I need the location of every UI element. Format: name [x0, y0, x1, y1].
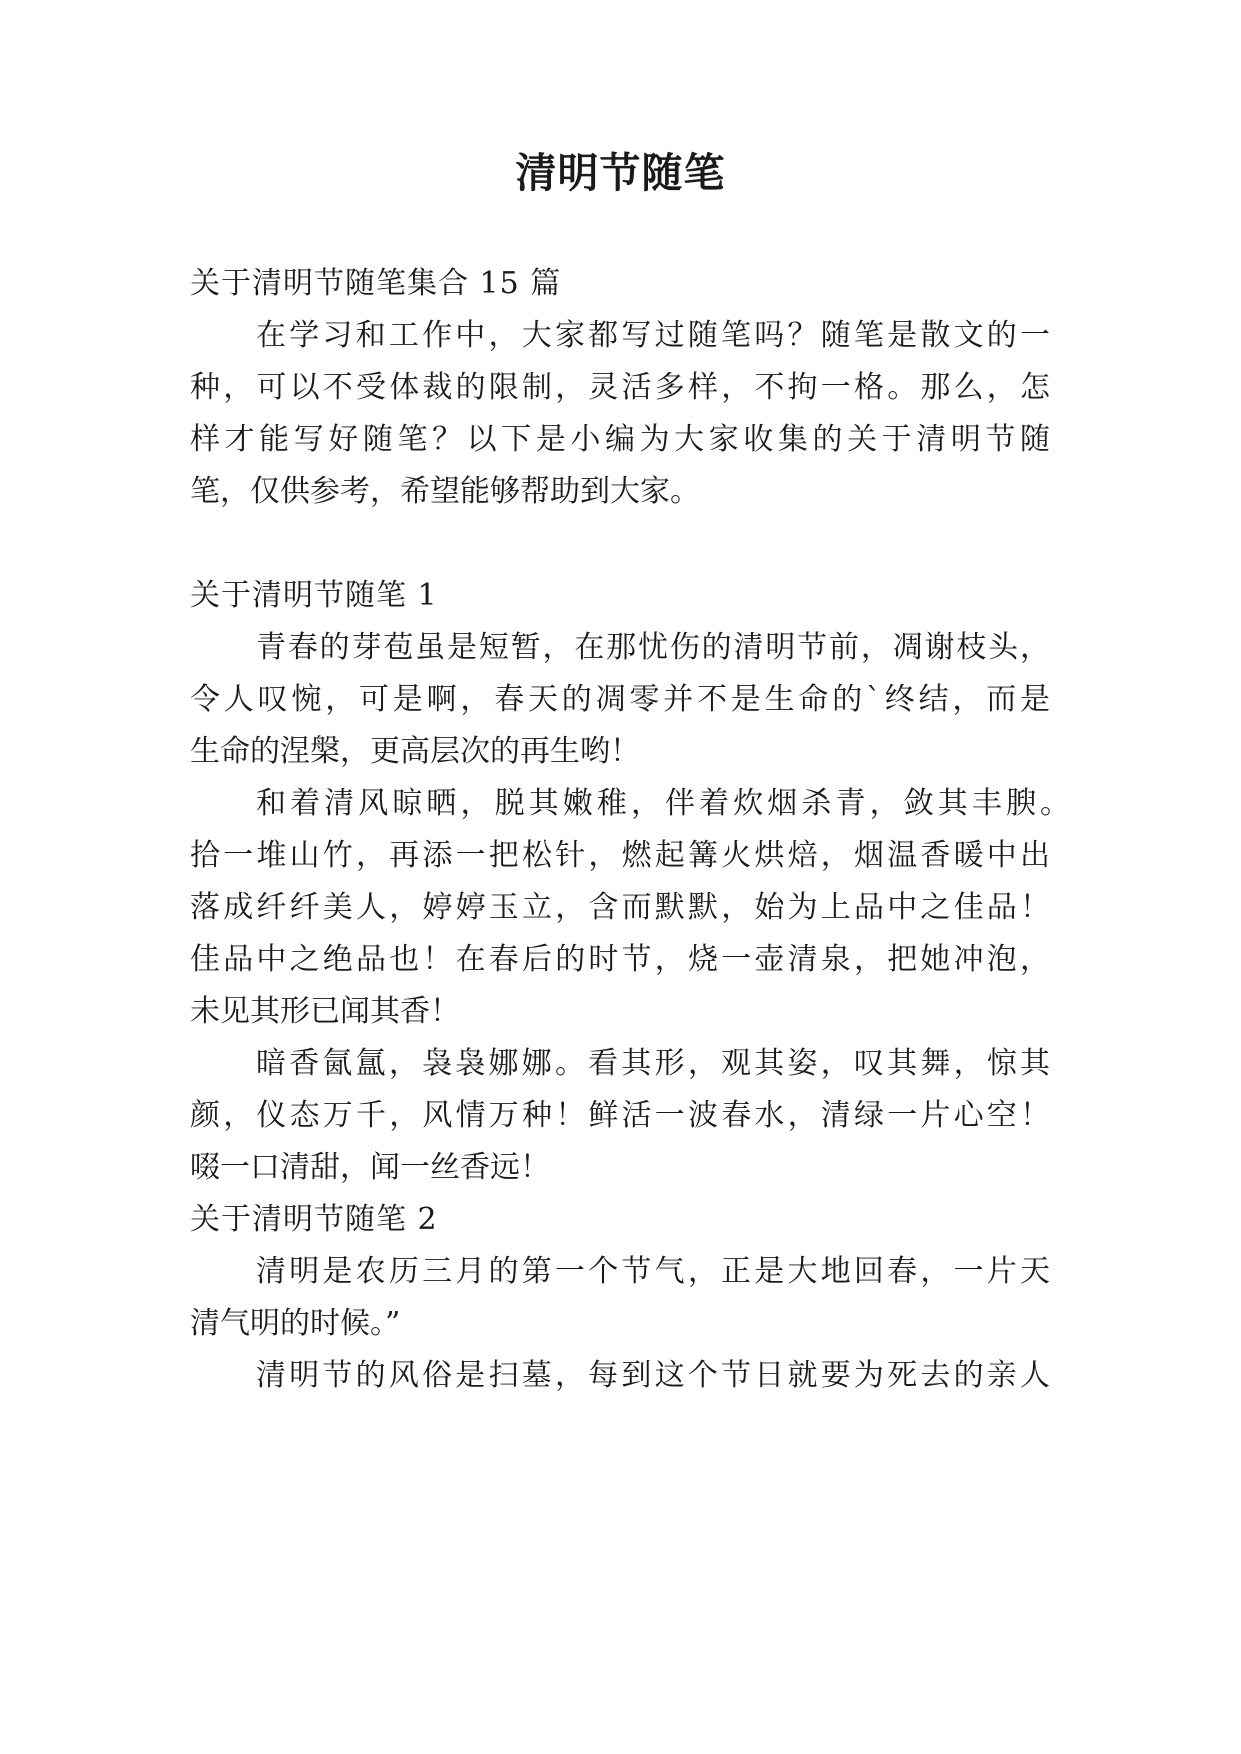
document-title: 清明节随笔: [515, 149, 726, 197]
body-line: 未见其形已闻其香！: [190, 994, 460, 1029]
body-line: 颜，仪态万千，风情万种！鲜活一波春水，清绿一片心空！: [190, 1098, 1050, 1133]
body-line: 青春的芽苞虽是短暂，在那忧伤的清明节前，凋谢枝头，: [256, 630, 1050, 665]
body-line: 清气明的时候。”: [190, 1306, 401, 1341]
intro-line: 种，可以不受体裁的限制，灵活多样，不拘一格。那么，怎: [190, 370, 1050, 405]
body-line: 生命的涅槃，更高层次的再生哟！: [190, 734, 640, 769]
intro-line: 笔，仅供参考，希望能够帮助到大家。: [190, 474, 700, 509]
intro-line: 样才能写好随笔？以下是小编为大家收集的关于清明节随: [190, 422, 1050, 457]
body-line: 清明节的风俗是扫墓，每到这个节日就要为死去的亲人: [256, 1358, 1050, 1393]
body-line: 拾一堆山竹，再添一把松针，燃起篝火烘焙，烟温香暖中出: [190, 838, 1050, 873]
intro-line: 在学习和工作中，大家都写过随笔吗？随笔是散文的一: [256, 318, 1050, 353]
body-line: 和着清风晾晒，脱其嫩稚，伴着炊烟杀青，敛其丰腴。: [256, 786, 1070, 821]
document-subtitle: 关于清明节随笔集合 15 篇: [190, 266, 562, 301]
section-heading-1: 关于清明节随笔 1: [190, 578, 438, 613]
section-heading-2: 关于清明节随笔 2: [190, 1202, 438, 1237]
body-line: 暗香氤氲，袅袅娜娜。看其形，观其姿，叹其舞，惊其: [256, 1046, 1050, 1081]
body-line: 佳品中之绝品也！在春后的时节，烧一壶清泉，把她冲泡，: [190, 942, 1050, 977]
body-line: 清明是农历三月的第一个节气，正是大地回春，一片天: [256, 1254, 1050, 1289]
body-line: 落成纤纤美人，婷婷玉立，含而默默，始为上品中之佳品！: [190, 890, 1050, 925]
body-line: 啜一口清甜，闻一丝香远！: [190, 1150, 550, 1185]
body-line: 令人叹惋，可是啊，春天的凋零并不是生命的`终结，而是: [190, 682, 1050, 717]
